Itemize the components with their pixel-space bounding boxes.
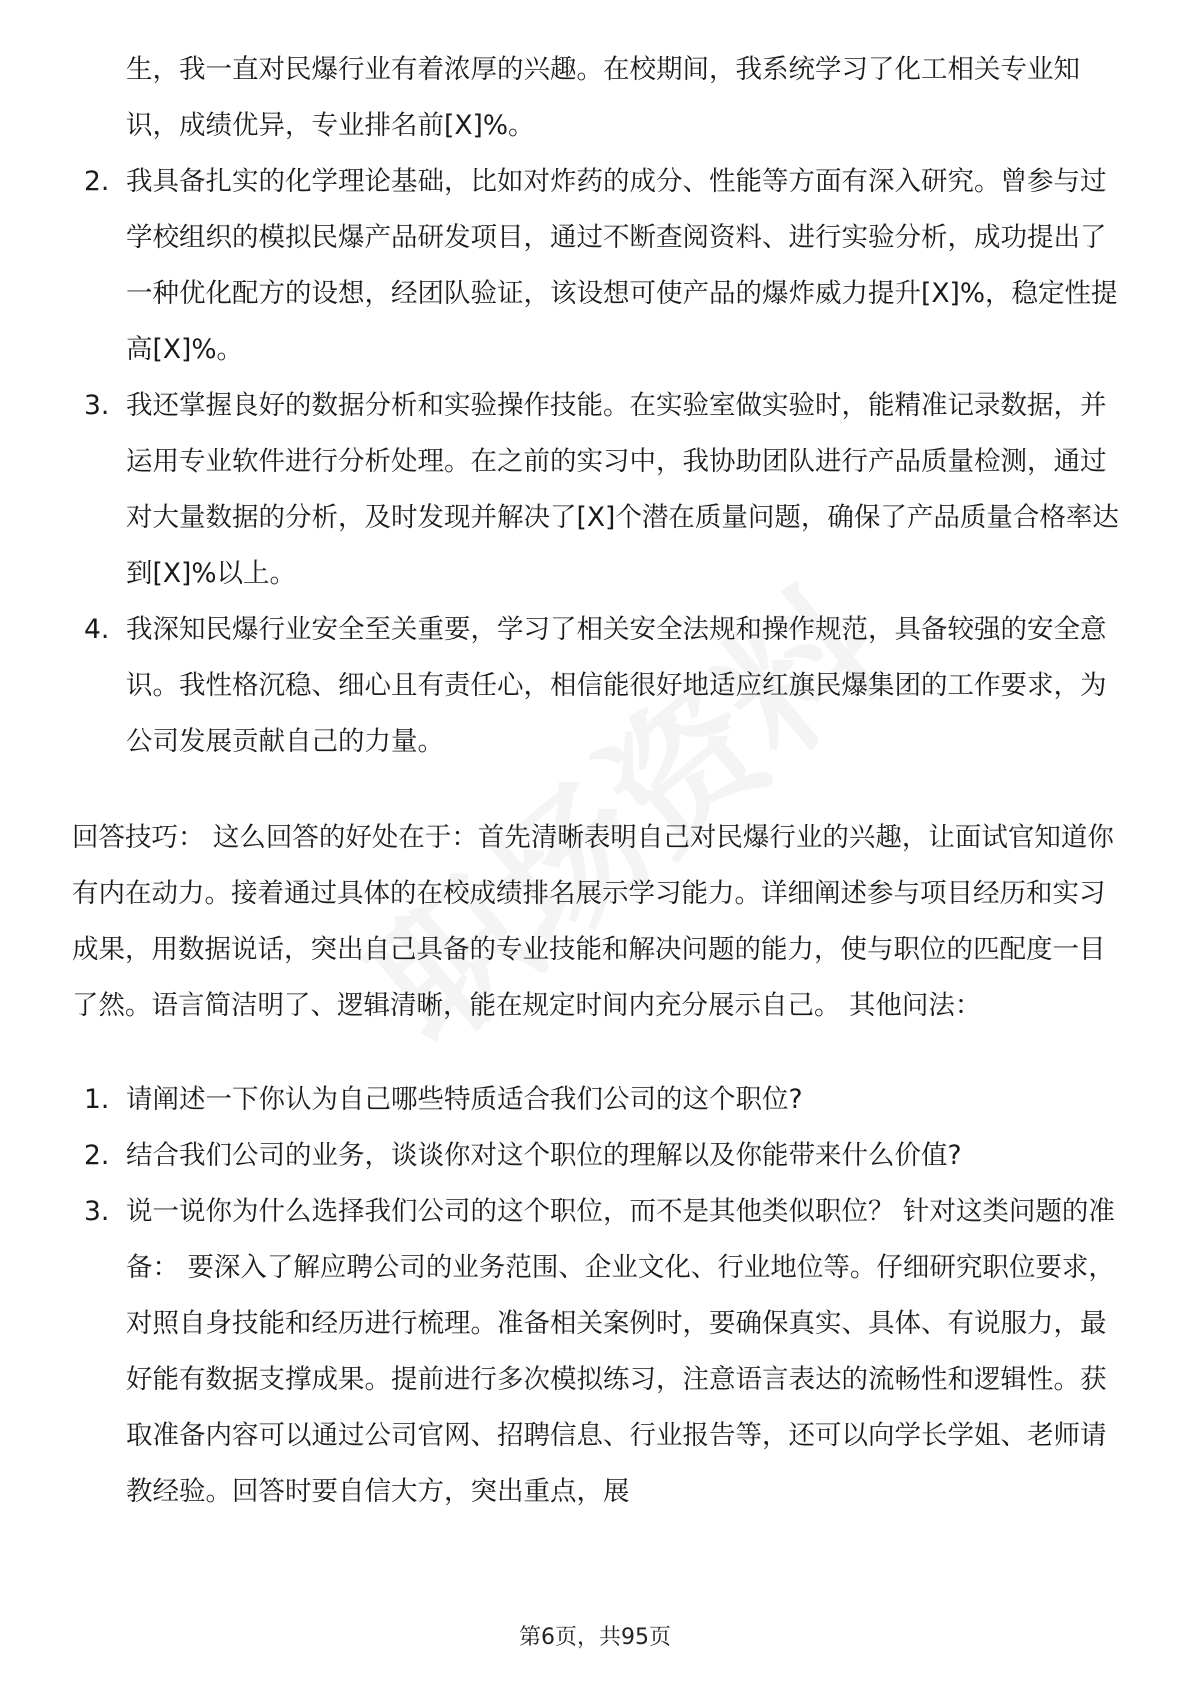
list-item-continuation: 生，我一直对民爆行业有着浓厚的兴趣。在校期间，我系统学习了化工相关专业知识，成绩优异，专业排名前[X]%。	[126, 54, 1080, 141]
list-item-number: 3.	[84, 390, 110, 421]
other-questions-list	[72, 1072, 1122, 1520]
answer-list	[72, 154, 1122, 770]
list-item-text: 我深知民爆行业安全至关重要，学习了相关安全法规和操作规范，具备较强的安全意识。我性格沉稳、细心且有责任心，相信能很好地适应红旗民爆集团的工作要求，为公司发展贡献自己的力量。	[126, 614, 1107, 757]
page-content	[72, 42, 1122, 1520]
list-item	[72, 1072, 1122, 1128]
list-item	[72, 1184, 1122, 1520]
list-item-number: 1.	[84, 1084, 110, 1115]
list-item-text: 结合我们公司的业务，谈谈你对这个职位的理解以及你能带来什么价值?	[126, 1140, 962, 1171]
list-item-text: 说一说你为什么选择我们公司的这个职位，而不是其他类似职位？ 针对这类问题的准备： 要深入了解应聘公司的业务范围、企业文化、行业地位等。仔细研究职位要求，对照自身技能和经历进行梳理。准备相关案例时，要确保真实、具体、有说服力，最好能有数据支撑成果。提前进行多次模拟练习，注意语言表达的流畅性和逻辑性。获取准备内容可以通过公司官网、招聘信息、行业报告等，还可以向学长学姐、老师请教经验。回答时要自信大方，突出重点，展	[126, 1196, 1115, 1507]
list-item	[72, 602, 1122, 770]
page-footer: 第6页，共95页	[519, 1625, 671, 1650]
list-item	[72, 1128, 1122, 1184]
list-item-text: 请阐述一下你认为自己哪些特质适合我们公司的这个职位?	[126, 1084, 803, 1115]
list-item-text: 我具备扎实的化学理论基础，比如对炸药的成分、性能等方面有深入研究。曾参与过学校组织的模拟民爆产品研发项目，通过不断查阅资料、进行实验分析，成功提出了一种优化配方的设想，经团队验证，该设想可使产品的爆炸威力提升[X]%，稳定性提高[X]%。	[126, 166, 1118, 365]
list-item	[72, 378, 1122, 602]
list-item-number: 2.	[84, 166, 110, 197]
list-item-text: 我还掌握良好的数据分析和实验操作技能。在实验室做实验时，能精准记录数据，并运用专业软件进行分析处理。在之前的实习中，我协助团队进行产品质量检测，通过对大量数据的分析，及时发现并解决了[X]个潜在质量问题，确保了产品质量合格率达到[X]%以上。	[126, 390, 1119, 589]
list-item-number: 2.	[84, 1140, 110, 1171]
list-item-number: 4.	[84, 614, 110, 645]
list-item	[72, 154, 1122, 378]
list-item-number: 3.	[84, 1196, 110, 1227]
answer-tips-paragraph: 回答技巧： 这么回答的好处在于：首先清晰表明自己对民爆行业的兴趣，让面试官知道你有内在动力。接着通过具体的在校成绩排名展示学习能力。详细阐述参与项目经历和实习成果，用数据说话，突出自己具备的专业技能和解决问题的能力，使与职位的匹配度一目了然。语言简洁明了、逻辑清晰，能在规定时间内充分展示自己。 其他问法：	[72, 822, 1114, 1021]
